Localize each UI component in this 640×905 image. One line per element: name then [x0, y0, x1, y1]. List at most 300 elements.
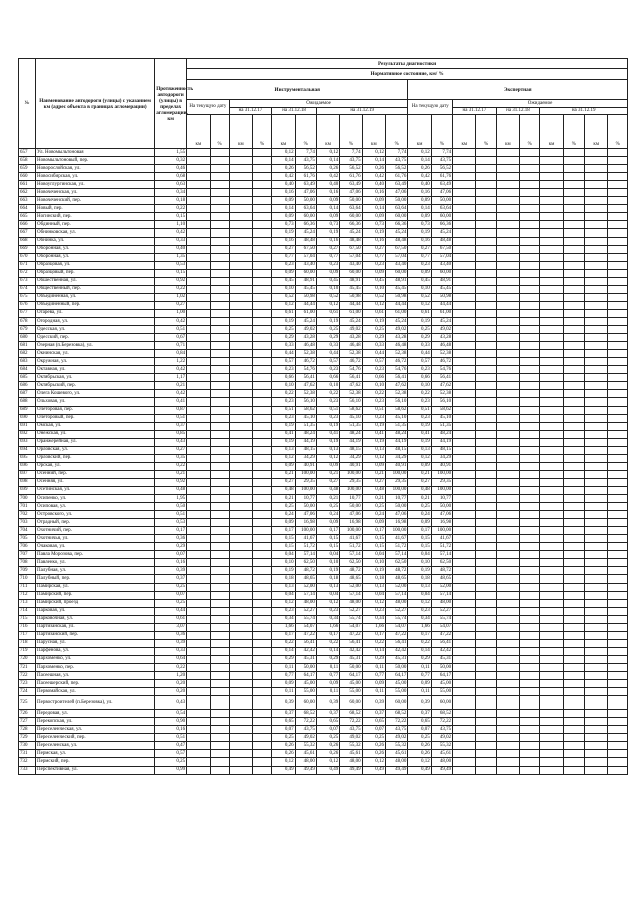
road-length: 0,39: [155, 639, 187, 647]
value-cell: [210, 165, 229, 173]
empty-cell: [476, 591, 496, 599]
header-normative: Нормативное состояние, км/ %: [187, 69, 628, 80]
empty-cell: [563, 221, 584, 229]
empty-cell: [563, 213, 584, 221]
empty-cell: [476, 406, 496, 414]
empty-cell: [563, 742, 584, 750]
value-cell: 0,19: [408, 317, 431, 325]
value-cell: 49,02: [295, 734, 316, 742]
value-cell: [253, 575, 272, 583]
empty-cell: [520, 406, 540, 414]
value-cell: 0,19: [272, 567, 295, 575]
value-cell: [187, 309, 210, 317]
value-cell: [187, 149, 210, 157]
value-cell: 0,25: [408, 326, 431, 334]
road-name: Окружная, ул.: [36, 358, 155, 366]
table-row: [19, 680, 628, 688]
empty-cell: [540, 406, 563, 414]
empty-cell: [584, 607, 607, 615]
value-cell: 0,12: [316, 599, 339, 607]
empty-cell: [608, 149, 628, 157]
empty-cell: [453, 430, 476, 438]
value-cell: 45,45: [386, 285, 408, 293]
value-cell: [253, 527, 272, 535]
empty-cell: [563, 245, 584, 253]
value-cell: 0,29: [316, 334, 339, 342]
value-cell: [229, 647, 252, 655]
value-cell: 0,25: [408, 734, 431, 742]
value-cell: 48,48: [431, 237, 452, 245]
value-cell: [187, 607, 210, 615]
empty-cell: [563, 631, 584, 639]
road-length: 0,33: [155, 647, 187, 655]
empty-cell: [520, 623, 540, 631]
road-name: Обнинковская, ул.: [36, 229, 155, 237]
value-cell: 0,25: [272, 734, 295, 742]
value-cell: 46,72: [431, 358, 452, 366]
table-row: [19, 551, 628, 559]
value-cell: 0,25: [272, 326, 295, 334]
value-cell: 42,42: [340, 647, 362, 655]
empty-cell: [608, 583, 628, 591]
empty-cell: [584, 470, 607, 478]
road-length: 1,95: [155, 495, 187, 503]
value-cell: 57,04: [340, 253, 362, 261]
empty-cell: [496, 462, 519, 470]
value-cell: 45,00: [295, 680, 316, 688]
value-cell: 0,10: [362, 559, 385, 567]
empty-cell: [453, 567, 476, 575]
value-cell: [229, 575, 252, 583]
empty-cell: [540, 414, 563, 422]
empty-cell: [584, 229, 607, 237]
empty-cell: [540, 519, 563, 527]
value-cell: 48,15: [431, 446, 452, 454]
value-cell: [210, 655, 229, 663]
value-cell: [187, 213, 210, 221]
value-cell: 51,35: [340, 422, 362, 430]
empty-cell: [453, 317, 476, 325]
empty-cell: [476, 237, 496, 245]
empty-cell: [496, 213, 519, 221]
value-cell: 0,23: [408, 414, 431, 422]
value-cell: 44,44: [340, 301, 362, 309]
road-name: Пасеешная, ул.: [36, 672, 155, 680]
road-length: 0,22: [155, 664, 187, 672]
row-number: 678: [19, 317, 36, 325]
empty-cell: [453, 758, 476, 766]
value-cell: 0,23: [316, 414, 339, 422]
value-cell: 0,15: [362, 543, 385, 551]
value-cell: 61,00: [340, 309, 362, 317]
value-cell: [253, 221, 272, 229]
value-cell: 0,48: [408, 486, 431, 494]
row-number: 690: [19, 414, 36, 422]
value-cell: 47,62: [295, 382, 316, 390]
value-cell: [187, 382, 210, 390]
value-cell: 0,77: [408, 253, 431, 261]
value-cell: [210, 696, 229, 710]
road-name: Орловская, ул.: [36, 446, 155, 454]
table-row: [19, 221, 628, 229]
value-cell: 50,98: [386, 293, 408, 301]
empty-cell: [453, 326, 476, 334]
road-length: 0,34: [155, 189, 187, 197]
empty-cell: [453, 438, 476, 446]
value-cell: [229, 567, 252, 575]
empty-cell: [563, 615, 584, 623]
value-cell: [229, 511, 252, 519]
value-cell: 0,12: [316, 149, 339, 157]
empty-cell: [476, 511, 496, 519]
road-length: 0,51: [155, 511, 187, 519]
empty-cell: [563, 446, 584, 454]
value-cell: 43,75: [386, 157, 408, 165]
row-number: 720: [19, 655, 36, 663]
empty-cell: [453, 301, 476, 309]
value-cell: 42,42: [386, 647, 408, 655]
value-cell: 50,98: [340, 293, 362, 301]
value-cell: [253, 519, 272, 527]
value-cell: 63,49: [295, 181, 316, 189]
value-cell: [210, 446, 229, 454]
empty-cell: [608, 688, 628, 696]
road-name: Общественный, пер.: [36, 285, 155, 293]
value-cell: 55,32: [431, 742, 452, 750]
unit-km: км: [272, 115, 295, 149]
empty-cell: [476, 462, 496, 470]
value-cell: [187, 261, 210, 269]
value-cell: 0,23: [316, 261, 339, 269]
value-cell: 0,10: [408, 285, 431, 293]
value-cell: 0,33: [316, 342, 339, 350]
value-cell: [253, 478, 272, 486]
value-cell: [210, 575, 229, 583]
empty-cell: [563, 398, 584, 406]
empty-cell: [584, 430, 607, 438]
empty-cell: [540, 229, 563, 237]
value-cell: 44,44: [386, 301, 408, 309]
value-cell: [187, 726, 210, 734]
value-cell: 44,44: [431, 301, 452, 309]
unit-km: км: [229, 115, 252, 149]
row-number: 692: [19, 430, 36, 438]
road-name: Новорослойская, ул.: [36, 165, 155, 173]
unit-percent: %: [608, 115, 628, 149]
empty-cell: [584, 615, 607, 623]
empty-cell: [540, 173, 563, 181]
value-cell: [253, 559, 272, 567]
value-cell: 54,76: [340, 366, 362, 374]
empty-cell: [608, 165, 628, 173]
value-cell: [187, 672, 210, 680]
road-name: Осиповая, ул.: [36, 503, 155, 511]
row-number: 659: [19, 165, 36, 173]
value-cell: 16,98: [295, 519, 316, 527]
row-number: 685: [19, 374, 36, 382]
empty-cell: [453, 535, 476, 543]
value-cell: [253, 758, 272, 766]
empty-cell: [453, 575, 476, 583]
value-cell: 0,11: [408, 688, 431, 696]
road-name: Орловский, пер.: [36, 454, 155, 462]
empty-cell: [476, 317, 496, 325]
empty-cell: [563, 559, 584, 567]
value-cell: 0,48: [316, 486, 339, 494]
value-cell: 0,12: [272, 301, 295, 309]
value-cell: 0,22: [408, 390, 431, 398]
value-cell: 0,12: [272, 758, 295, 766]
value-cell: 0,12: [272, 599, 295, 607]
empty-cell: [540, 253, 563, 261]
empty-cell: [584, 245, 607, 253]
road-length: 0,25: [155, 758, 187, 766]
value-cell: [253, 253, 272, 261]
value-cell: [210, 680, 229, 688]
row-number: 669: [19, 245, 36, 253]
value-cell: [187, 173, 210, 181]
value-cell: [229, 535, 252, 543]
row-number: 673: [19, 277, 36, 285]
value-cell: [253, 173, 272, 181]
value-cell: [187, 750, 210, 758]
value-cell: 60,00: [431, 696, 452, 710]
value-cell: 7,74: [295, 149, 316, 157]
empty-cell: [563, 406, 584, 414]
value-cell: 0,09: [362, 197, 385, 205]
value-cell: [229, 438, 252, 446]
value-cell: 50,00: [386, 503, 408, 511]
empty-cell: [563, 157, 584, 165]
value-cell: [253, 664, 272, 672]
table-row: [19, 478, 628, 486]
empty-cell: [496, 277, 519, 285]
empty-cell: [453, 285, 476, 293]
value-cell: [229, 718, 252, 726]
empty-cell: [584, 639, 607, 647]
empty-cell: [476, 758, 496, 766]
empty-cell: [453, 406, 476, 414]
empty-cell: [540, 655, 563, 663]
empty-cell: [563, 495, 584, 503]
empty-cell: [496, 607, 519, 615]
value-cell: 0,04: [408, 591, 431, 599]
value-cell: 45,24: [386, 229, 408, 237]
empty-cell: [540, 623, 563, 631]
value-cell: [187, 710, 210, 718]
road-length: 0,71: [155, 342, 187, 350]
value-cell: [210, 559, 229, 567]
road-name: Переселенческая, ул.: [36, 726, 155, 734]
road-name: Пермская, ул.: [36, 750, 155, 758]
unit-km: км: [187, 115, 210, 149]
value-cell: 0,10: [272, 285, 295, 293]
road-length: 1,00: [155, 309, 187, 317]
value-cell: 48,00: [340, 758, 362, 766]
empty-cell: [584, 551, 607, 559]
value-cell: 57,14: [431, 551, 452, 559]
value-cell: 54,76: [295, 366, 316, 374]
table-row: [19, 599, 628, 607]
value-cell: [253, 374, 272, 382]
value-cell: 48,24: [295, 430, 316, 438]
value-cell: 50,98: [295, 293, 316, 301]
table-row: [19, 688, 628, 696]
empty-cell: [520, 551, 540, 559]
value-cell: 55,00: [386, 688, 408, 696]
empty-cell: [476, 181, 496, 189]
value-cell: 0,15: [316, 535, 339, 543]
value-cell: [253, 261, 272, 269]
empty-cell: [540, 535, 563, 543]
value-cell: 0,77: [272, 672, 295, 680]
road-name: Олега Кошевого, ул.: [36, 390, 155, 398]
empty-cell: [520, 688, 540, 696]
value-cell: [229, 213, 252, 221]
value-cell: 48,65: [340, 575, 362, 583]
value-cell: 0,11: [316, 688, 339, 696]
empty-cell: [563, 567, 584, 575]
value-cell: 0,23: [408, 607, 431, 615]
empty-cell: [540, 326, 563, 334]
value-cell: 61,76: [340, 173, 362, 181]
value-cell: 0,19: [316, 567, 339, 575]
empty-cell: [584, 173, 607, 181]
value-cell: 46,72: [386, 358, 408, 366]
value-cell: 50,00: [386, 197, 408, 205]
value-cell: 0,09: [408, 213, 431, 221]
value-cell: [187, 478, 210, 486]
empty-cell: [520, 414, 540, 422]
value-cell: 0,21: [316, 495, 339, 503]
empty-cell: [496, 495, 519, 503]
empty-cell: [496, 766, 519, 774]
value-cell: 0,18: [362, 575, 385, 583]
road-name: Ольховая, ул.: [36, 398, 155, 406]
empty-cell: [563, 422, 584, 430]
empty-cell: [540, 688, 563, 696]
empty-cell: [496, 664, 519, 672]
empty-cell: [476, 293, 496, 301]
value-cell: 47,06: [431, 511, 452, 519]
value-cell: 0,23: [316, 607, 339, 615]
road-name: Памирская, ул.: [36, 583, 155, 591]
value-cell: [253, 189, 272, 197]
value-cell: [210, 229, 229, 237]
road-name: Партизанская, ул.: [36, 623, 155, 631]
value-cell: [253, 245, 272, 253]
empty-cell: [563, 454, 584, 462]
value-cell: 0,23: [408, 398, 431, 406]
empty-cell: [608, 758, 628, 766]
value-cell: [187, 277, 210, 285]
value-cell: 0,37: [316, 710, 339, 718]
table-row: [19, 350, 628, 358]
value-cell: 67,50: [386, 245, 408, 253]
road-length: 1,17: [155, 374, 187, 382]
value-cell: [210, 470, 229, 478]
empty-cell: [584, 710, 607, 718]
value-cell: [187, 422, 210, 430]
value-cell: [187, 245, 210, 253]
empty-cell: [476, 551, 496, 559]
empty-cell: [476, 750, 496, 758]
value-cell: 56,41: [340, 639, 362, 647]
value-cell: [210, 718, 229, 726]
value-cell: 60,00: [340, 213, 362, 221]
road-name: Обнинка, ул.: [36, 237, 155, 245]
value-cell: [187, 559, 210, 567]
table-row: [19, 390, 628, 398]
road-name: Онежская, ул.: [36, 430, 155, 438]
empty-cell: [608, 742, 628, 750]
value-cell: [187, 430, 210, 438]
empty-cell: [496, 559, 519, 567]
header-d18-instr: на 31.12.18: [272, 108, 317, 115]
value-cell: 0,26: [408, 742, 431, 750]
value-cell: 0,09: [316, 519, 339, 527]
value-cell: 0,11: [362, 664, 385, 672]
empty-cell: [540, 672, 563, 680]
value-cell: 45,61: [431, 750, 452, 758]
road-length: 1,22: [155, 358, 187, 366]
empty-cell: [563, 591, 584, 599]
empty-cell: [476, 446, 496, 454]
empty-cell: [453, 374, 476, 382]
value-cell: [210, 639, 229, 647]
value-cell: 56,10: [340, 398, 362, 406]
value-cell: [253, 181, 272, 189]
value-cell: 46,72: [340, 358, 362, 366]
value-cell: [253, 366, 272, 374]
value-cell: [210, 269, 229, 277]
empty-cell: [563, 462, 584, 470]
value-cell: [229, 285, 252, 293]
empty-cell: [520, 205, 540, 213]
empty-cell: [476, 309, 496, 317]
value-cell: [253, 718, 272, 726]
value-cell: [229, 680, 252, 688]
empty-cell: [608, 567, 628, 575]
value-cell: [253, 535, 272, 543]
table-row: [19, 317, 628, 325]
empty-cell: [476, 213, 496, 221]
value-cell: 0,13: [272, 446, 295, 454]
value-cell: 0,27: [272, 478, 295, 486]
road-name: Осенняя, ул.: [36, 478, 155, 486]
value-cell: 51,35: [386, 422, 408, 430]
row-number: 679: [19, 326, 36, 334]
road-length: 0,51: [155, 414, 187, 422]
value-cell: [253, 326, 272, 334]
empty-cell: [563, 486, 584, 494]
empty-cell: [496, 503, 519, 511]
row-number: 680: [19, 334, 36, 342]
value-cell: 0,34: [362, 615, 385, 623]
value-cell: 45,00: [386, 680, 408, 688]
empty-cell: [453, 221, 476, 229]
empty-cell: [608, 350, 628, 358]
table-header: [19, 59, 628, 149]
empty-cell: [563, 680, 584, 688]
value-cell: 48,00: [386, 599, 408, 607]
value-cell: [210, 326, 229, 334]
value-cell: 48,91: [431, 277, 452, 285]
road-length: 0,37: [155, 575, 187, 583]
value-cell: 60,00: [431, 269, 452, 277]
value-cell: 47,06: [295, 511, 316, 519]
empty-cell: [520, 559, 540, 567]
